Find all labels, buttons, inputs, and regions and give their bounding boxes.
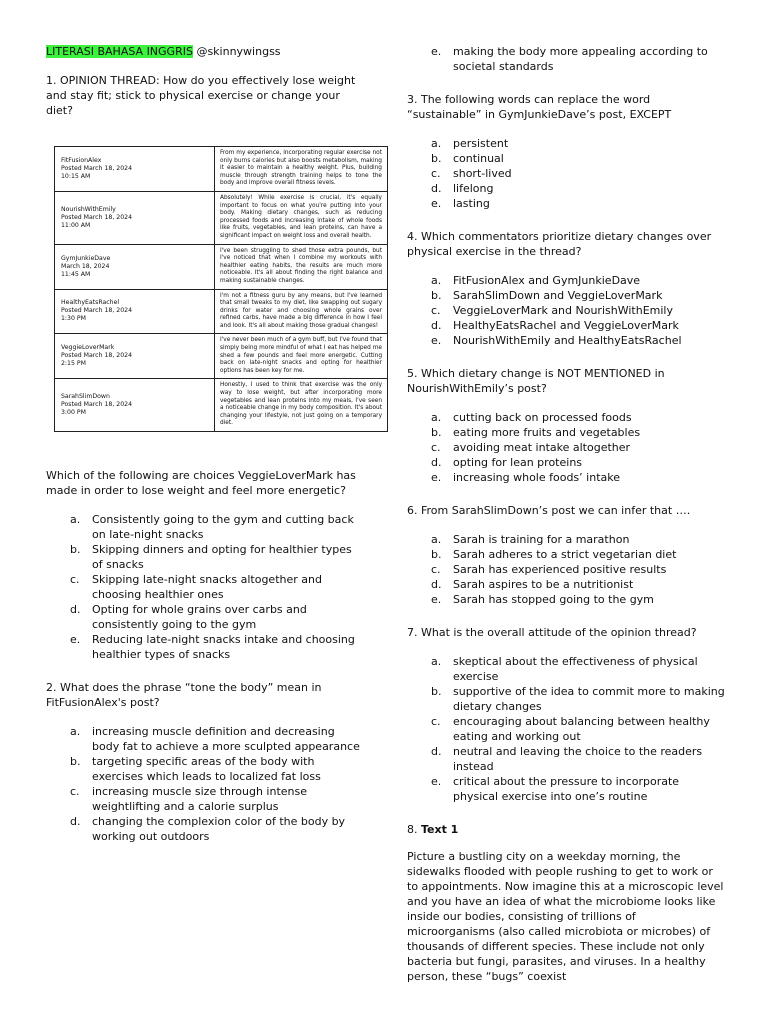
header-handle: @skinnywingss <box>192 45 281 58</box>
q3-question: 3. The following words can replace the word “sustainable” in GymJunkieDave’s post, EXCEPT <box>407 93 672 121</box>
thread-post-row <box>55 147 388 192</box>
post-author-cell <box>55 334 215 379</box>
answer-option <box>407 714 725 744</box>
option-text: Sarah adheres to a strict vegetarian diet <box>453 548 677 561</box>
option-letter: a. <box>431 411 442 424</box>
post-date: Posted March 18, 2024 <box>61 213 133 221</box>
q8-heading <box>407 822 725 837</box>
answer-option <box>407 303 725 318</box>
option-letter: e. <box>431 471 442 484</box>
q2-question: 2. What does the phrase “tone the body” mean in FitFusionAlex's post? <box>46 681 322 709</box>
option-letter: b. <box>431 548 442 561</box>
answer-option <box>46 724 361 754</box>
answer-option <box>407 273 725 288</box>
post-username: VeggieLoverMark <box>61 344 115 352</box>
option-text: opting for lean proteins <box>453 456 583 469</box>
answer-option <box>407 532 725 547</box>
option-text: encouraging about balancing between healthy eating and working out <box>453 715 710 743</box>
option-letter: d. <box>431 182 442 195</box>
option-text: HealthyEatsRachel and VeggieLoverMark <box>453 319 679 332</box>
answer-option <box>407 166 725 181</box>
option-letter: b. <box>431 152 442 165</box>
option-text: critical about the pressure to incorporate physical exercise into one’s routine <box>453 775 680 803</box>
post-time: 1:30 PM <box>61 315 86 323</box>
option-letter: c. <box>431 304 441 317</box>
answer-option <box>46 784 361 814</box>
option-text: VeggieLoverMark and NourishWithEmily <box>453 304 673 317</box>
answer-option <box>46 602 361 632</box>
option-letter: e. <box>431 593 442 606</box>
q7-options <box>407 654 725 804</box>
answer-option <box>46 814 361 844</box>
post-time: 11:45 AM <box>61 270 91 278</box>
option-letter: e. <box>431 334 442 347</box>
answer-option <box>407 440 725 455</box>
q1-question: Which of the following are choices VeggieLoverMark has made in order to lose weight and feel more energetic? <box>46 469 356 497</box>
post-author-cell <box>55 147 215 192</box>
post-author-cell <box>55 289 215 334</box>
option-text: lifelong <box>453 182 494 195</box>
option-letter: b. <box>431 289 442 302</box>
option-letter: b. <box>431 426 442 439</box>
q7-question: 7. What is the overall attitude of the opinion thread? <box>407 626 697 639</box>
option-letter: d. <box>70 603 81 616</box>
option-letter: c. <box>70 785 80 798</box>
option-text: eating more fruits and vegetables <box>453 426 641 439</box>
option-text: making the body more appealing according to societal standards <box>453 45 708 73</box>
post-username: GymJunkieDave <box>61 254 111 262</box>
option-text: changing the complexion color of the body by working out outdoors <box>92 815 346 843</box>
option-letter: e. <box>431 775 442 788</box>
post-date: Posted March 18, 2024 <box>61 401 133 409</box>
q5-question: 5. Which dietary change is NOT MENTIONED in NourishWithEmily’s post? <box>407 367 665 395</box>
option-text: lasting <box>453 197 490 210</box>
option-letter: d. <box>431 745 442 758</box>
answer-option <box>407 470 725 485</box>
thread-post-row <box>55 191 388 244</box>
q2-options <box>46 724 361 844</box>
thread-post-row <box>55 289 388 334</box>
answer-option <box>407 288 725 303</box>
option-letter: e. <box>70 633 81 646</box>
answer-option <box>46 754 361 784</box>
option-text: Opting for whole grains over carbs and consistently going to the gym <box>92 603 307 631</box>
answer-option <box>407 744 725 774</box>
answer-option <box>407 562 725 577</box>
option-text: persistent <box>453 137 509 150</box>
answer-option <box>407 196 725 211</box>
answer-option <box>407 592 725 607</box>
option-letter: a. <box>70 513 81 526</box>
option-letter: c. <box>70 573 80 586</box>
option-text: supportive of the idea to commit more to making dietary changes <box>453 685 725 713</box>
answer-option <box>407 44 725 74</box>
forum-thread-table <box>54 146 388 432</box>
post-text: From my experience, incorporating regular exercise not only burns calories but also boosts metabolism, making it easier to maintain a healthy weight. Plus, building muscle through strength training helps to tone the body and improve overall fitness levels. <box>215 147 388 192</box>
option-text: avoiding meat intake altogether <box>453 441 631 454</box>
answer-option <box>46 572 361 602</box>
thread-post-row <box>55 244 388 289</box>
answer-option <box>407 774 725 804</box>
post-author-cell <box>55 244 215 289</box>
post-date: Posted March 18, 2024 <box>61 164 133 172</box>
option-text: skeptical about the effectiveness of physical exercise <box>453 655 698 683</box>
header-highlight: LITERASI BAHASA INGGRIS <box>46 45 193 58</box>
option-letter: a. <box>70 725 81 738</box>
answer-option <box>46 512 361 542</box>
option-text: Sarah is training for a marathon <box>453 533 630 546</box>
option-letter: b. <box>70 543 81 556</box>
option-letter: c. <box>431 441 441 454</box>
answer-option <box>46 632 361 662</box>
option-letter: b. <box>431 685 442 698</box>
option-text: Sarah aspires to be a nutritionist <box>453 578 634 591</box>
q1-title: 1. OPINION THREAD: How do you effectively lose weight and stay fit; stick to physical exercise or change your diet? <box>46 74 356 117</box>
q3-options <box>407 136 725 211</box>
option-text: Consistently going to the gym and cutting back on late-night snacks <box>92 513 354 541</box>
answer-option <box>407 654 725 684</box>
option-text: SarahSlimDown and VeggieLoverMark <box>453 289 663 302</box>
q8-paragraph: Picture a bustling city on a weekday morning, the sidewalks flooded with people rushing to get to work or to appointments. Now imagine this at a microscopic level and you have an idea of what the microbiome looks like inside our bodies, consisting of trillions of microorganisms (also called microbiota or microbes) of thousands of different species. These include not only bacteria but fungi, parasites, and viruses. In a healthy person, these “bugs” coexist <box>407 850 724 983</box>
answer-option <box>407 455 725 470</box>
q8-text-label: Text 1 <box>421 823 459 836</box>
option-letter: a. <box>431 533 442 546</box>
option-letter: a. <box>431 655 442 668</box>
post-username: FitFusionAlex <box>61 156 102 164</box>
post-text: I've never been much of a gym buff, but I've found that simply being more mindful of what I eat has helped me shed a few pounds and feel more energetic. Cutting back on late-night snacks and opting for healthier options has been key for me. <box>215 334 388 379</box>
option-text: increasing muscle definition and decreasing body fat to achieve a more sculpted appearance <box>92 725 360 753</box>
option-text: Skipping late-night snacks altogether and choosing healthier ones <box>92 573 322 601</box>
post-text: I'm not a fitness guru by any means, but I've learned that small tweaks to my diet, like swapping out sugary drinks for water and choosing whole grains over refined carbs, have made a big difference in how I feel and look. It's all about making those gradual changes! <box>215 289 388 334</box>
thread-post-row <box>55 379 388 432</box>
answer-option <box>407 151 725 166</box>
answer-option <box>407 684 725 714</box>
answer-option <box>407 318 725 333</box>
option-text: Sarah has experienced positive results <box>453 563 667 576</box>
answer-option <box>46 542 361 572</box>
thread-post-row <box>55 334 388 379</box>
option-letter: c. <box>431 167 441 180</box>
post-text: Absolutely! While exercise is crucial, it's equally important to focus on what you're putting into your body. Making dietary changes, such as reducing processed foods and increasing intake of whole foods like fruits, vegetables, and lean proteins, can have a significant impact on weight loss and overall health. <box>215 191 388 244</box>
option-text: Reducing late-night snacks intake and choosing healthier types of snacks <box>92 633 355 661</box>
post-author-cell <box>55 191 215 244</box>
right-column <box>407 44 725 984</box>
option-letter: d. <box>431 456 442 469</box>
option-letter: d. <box>70 815 81 828</box>
post-date: Posted March 18, 2024 <box>61 352 133 360</box>
post-username: HealthyEatsRachel <box>61 299 120 307</box>
q4-question: 4. Which commentators prioritize dietary changes over physical exercise in the thread? <box>407 230 712 258</box>
q2-options-continued <box>407 44 725 74</box>
option-text: Skipping dinners and opting for healthier types of snacks <box>92 543 352 571</box>
option-letter: a. <box>431 137 442 150</box>
post-time: 2:15 PM <box>61 360 86 368</box>
option-letter: d. <box>431 578 442 591</box>
option-text: FitFusionAlex and GymJunkieDave <box>453 274 641 287</box>
q8-number: 8. <box>407 823 421 836</box>
answer-option <box>407 136 725 151</box>
option-text: continual <box>453 152 504 165</box>
option-text: neutral and leaving the choice to the readers instead <box>453 745 703 773</box>
answer-option <box>407 410 725 425</box>
post-text: Honestly, I used to think that exercise was the only way to lose weight, but after incorporating more vegetables and lean proteins into my meals, I've seen a noticeable change in my body composition. It's about changing your lifestyle, not just going on a temporary diet. <box>215 379 388 432</box>
option-letter: a. <box>431 274 442 287</box>
option-text: Sarah has stopped going to the gym <box>453 593 654 606</box>
q5-options <box>407 410 725 485</box>
answer-option <box>407 181 725 196</box>
post-username: NourishWithEmily <box>61 205 116 213</box>
option-text: increasing whole foods’ intake <box>453 471 620 484</box>
post-author-cell <box>55 379 215 432</box>
post-date: Posted March 18, 2024 <box>61 307 133 315</box>
document-header <box>46 44 361 59</box>
post-text: I've been struggling to shed those extra pounds, but I've noticed that when I combine my workouts with healthier eating habits, the results are much more noticeable. It's all about finding the right balance and making sustainable changes. <box>215 244 388 289</box>
q6-question: 6. From SarahSlimDown’s post we can infer that …. <box>407 504 691 517</box>
option-letter: e. <box>431 45 442 58</box>
post-date: March 18, 2024 <box>61 262 110 270</box>
post-username: SarahSlimDown <box>61 393 110 401</box>
q4-options <box>407 273 725 348</box>
option-letter: c. <box>431 563 441 576</box>
option-text: short-lived <box>453 167 512 180</box>
post-time: 11:00 AM <box>61 221 91 229</box>
post-time: 10:15 AM <box>61 172 91 180</box>
answer-option <box>407 333 725 348</box>
option-text: increasing muscle size through intense weightlifting and a calorie surplus <box>92 785 308 813</box>
answer-option <box>407 425 725 440</box>
q6-options <box>407 532 725 607</box>
option-letter: d. <box>431 319 442 332</box>
option-text: cutting back on processed foods <box>453 411 632 424</box>
q1-options <box>46 512 361 662</box>
option-letter: c. <box>431 715 441 728</box>
option-letter: b. <box>70 755 81 768</box>
option-letter: e. <box>431 197 442 210</box>
option-text: NourishWithEmily and HealthyEatsRachel <box>453 334 682 347</box>
left-column <box>46 44 382 844</box>
answer-option <box>407 547 725 562</box>
post-time: 3:00 PM <box>61 409 86 417</box>
option-text: targeting specific areas of the body with exercises which leads to localized fat loss <box>92 755 321 783</box>
answer-option <box>407 577 725 592</box>
